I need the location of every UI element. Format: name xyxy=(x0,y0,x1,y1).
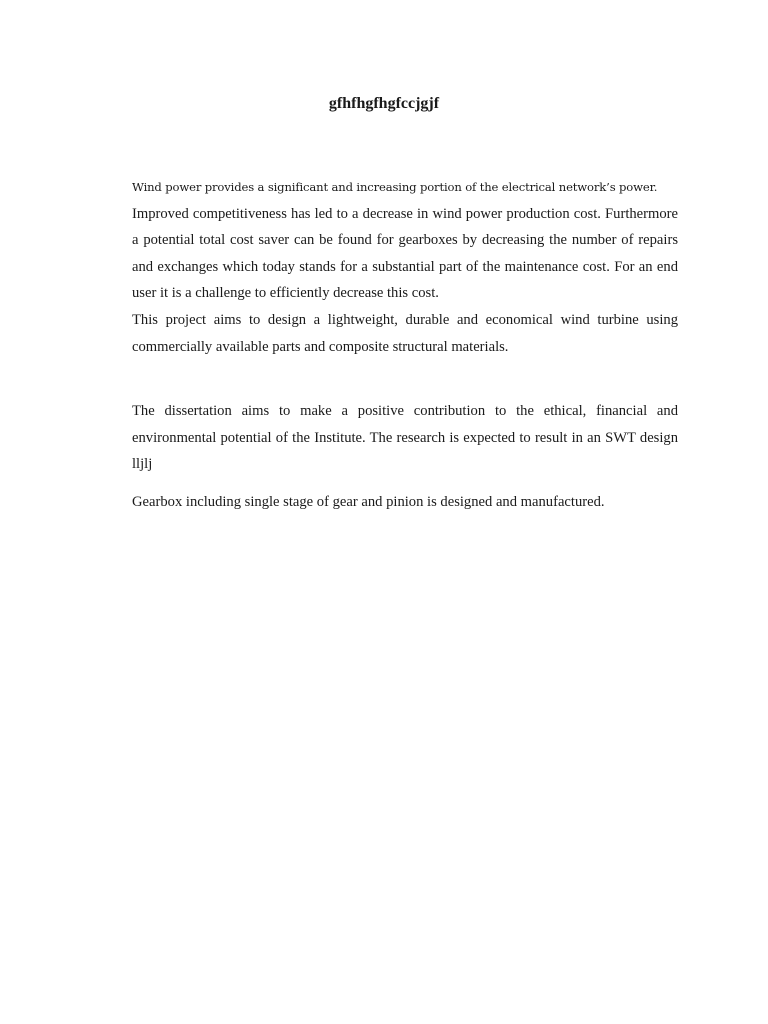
dissertation-section xyxy=(132,398,678,478)
document-title: gfhfhgfhgfccjgjf xyxy=(328,95,440,112)
paragraph-wind-power-body: Improved competitiveness has led to a decrease in wind power production cost. Furthermore a potential total cost saver can be found for gearboxes by decreasing the number of repairs and exchanges which today stands for a substantial part of the maintenance cost. For an end user it is a challenge to efficiently decrease this cost. xyxy=(132,205,678,302)
intro-section xyxy=(132,174,678,360)
paragraph-wind-power-first-line: Wind power provides a significant and increasing portion of the electrical network’s power. xyxy=(132,180,658,194)
gearbox-section xyxy=(132,489,678,516)
paragraph-wind-power xyxy=(132,174,678,307)
paragraph-project-aims: This project aims to design a lightweight, durable and economical wind turbine using commercially available parts and composite structural materials. xyxy=(132,311,678,355)
paragraph-dissertation-aims: The dissertation aims to make a positive contribution to the ethical, financial and environmental potential of the Institute. The research is expected to result in an SWT design lljlj xyxy=(132,403,678,473)
paragraph-gearbox: Gearbox including single stage of gear and pinion is designed and manufactured. xyxy=(132,494,605,510)
